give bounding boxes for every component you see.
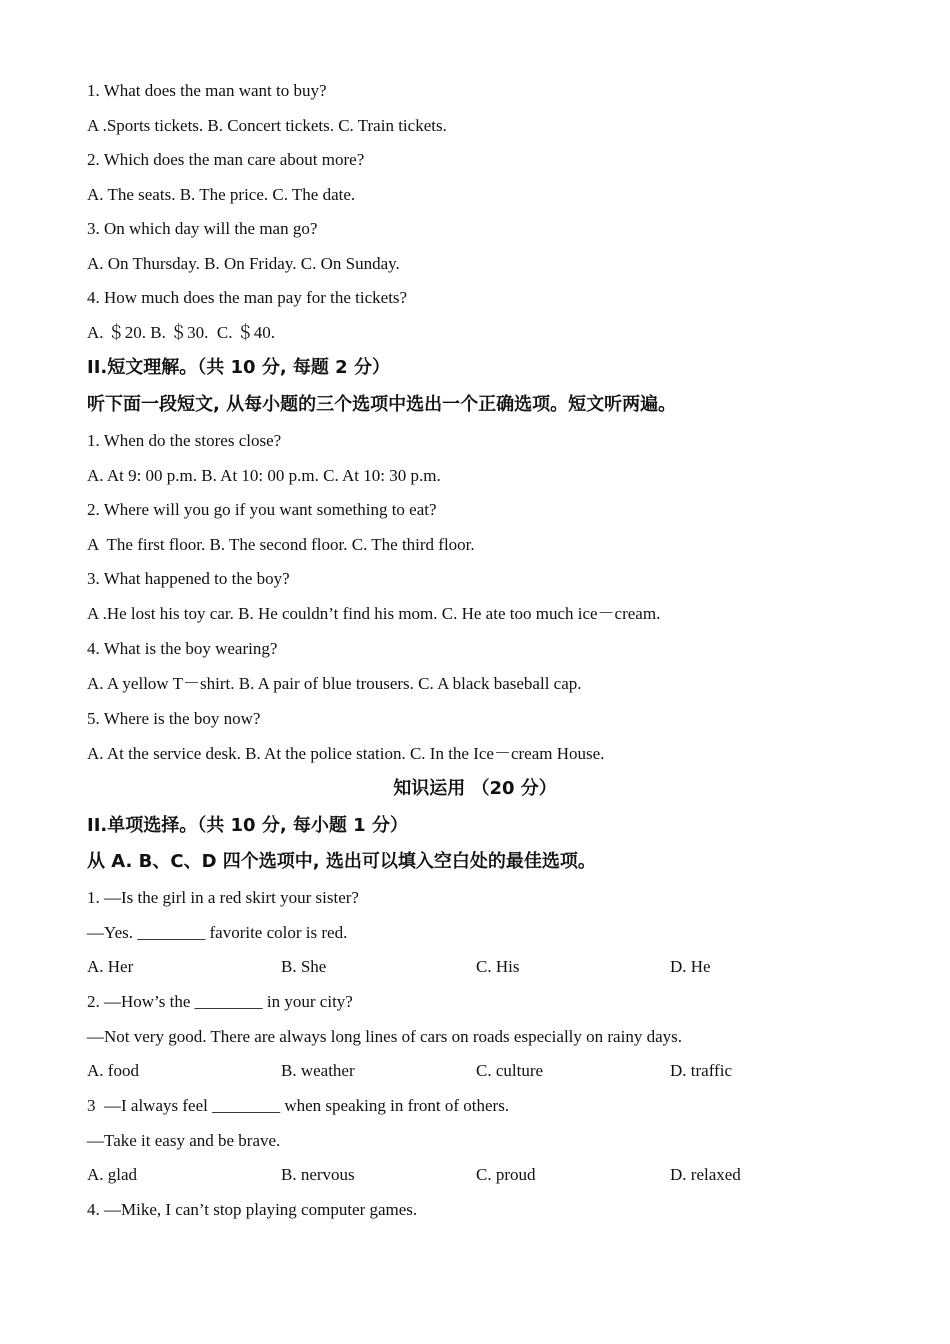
option-b: B. weather [281,1061,355,1080]
choice-question-3-reply: —Take it easy and be brave. [87,1131,281,1150]
passage-options-3: A .He lost his toy car. B. He couldn’t find his mom. C. He ate too much ice－cream. [87,604,661,623]
option-b: B. nervous [281,1165,355,1184]
choice-question-1-prompt: 1. —Is the girl in a red skirt your sister? [87,888,359,907]
passage-question-4: 4. What is the boy wearing? [87,639,278,658]
option-a: A. Her [87,957,134,976]
option-d: D. traffic [670,1061,732,1080]
choice-question-2-reply: —Not very good. There are always long lines of cars on roads especially on rainy days. [87,1027,682,1046]
question-2: 2. Which does the man care about more? [87,150,365,169]
option-b: B. She [281,957,327,976]
option-d: D. He [670,957,711,976]
option-a: A. glad [87,1165,138,1184]
passage-question-3: 3. What happened to the boy? [87,569,290,588]
options-1: A .Sports tickets. B. Concert tickets. C. Train tickets. [87,116,447,135]
question-3: 3. On which day will the man go? [87,219,318,238]
section-instruction-passage: 听下面一段短文, 从每小题的三个选项中选出一个正确选项。短文听两遍。 [87,394,677,415]
passage-question-5: 5. Where is the boy now? [87,709,261,728]
options-4: A. ＄20. B. ＄30. C. ＄40. [87,323,275,342]
passage-options-5: A. At the service desk. B. At the police station. C. In the Ice－cream House. [87,744,605,763]
option-c: C. His [476,957,520,976]
question-4: 4. How much does the man pay for the tickets? [87,288,408,307]
question-1: 1. What does the man want to buy? [87,81,327,100]
option-c: C. culture [476,1061,544,1080]
part-title: 知识运用 （20 分） [393,778,557,799]
choice-question-3-prompt: 3 —I always feel ________ when speaking in front of others. [87,1096,510,1115]
options-2: A. The seats. B. The price. C. The date. [87,185,356,204]
passage-question-1: 1. When do the stores close? [87,431,282,450]
option-a: A. food [87,1061,139,1080]
passage-options-4: A. A yellow T－shirt. B. A pair of blue trousers. C. A black baseball cap. [87,674,582,693]
section-heading-choice: II.单项选择。（共 10 分, 每小题 1 分） [87,815,408,836]
option-c: C. proud [476,1165,536,1184]
passage-options-2: A The first floor. B. The second floor. C. The third floor. [87,535,475,554]
section-heading-passage: II.短文理解。（共 10 分, 每题 2 分） [87,357,390,378]
passage-options-1: A. At 9: 00 p.m. B. At 10: 00 p.m. C. At 10: 30 p.m. [87,466,441,485]
choice-question-1-reply: —Yes. ________ favorite color is red. [87,923,348,942]
options-3: A. On Thursday. B. On Friday. C. On Sunday. [87,254,400,273]
choice-question-4-prompt: 4. —Mike, I can’t stop playing computer games. [87,1200,418,1219]
passage-question-2: 2. Where will you go if you want something to eat? [87,500,437,519]
section-instruction-choice: 从 A. B、C、D 四个选项中, 选出可以填入空白处的最佳选项。 [87,851,596,872]
choice-question-2-prompt: 2. —How’s the ________ in your city? [87,992,353,1011]
option-d: D. relaxed [670,1165,741,1184]
